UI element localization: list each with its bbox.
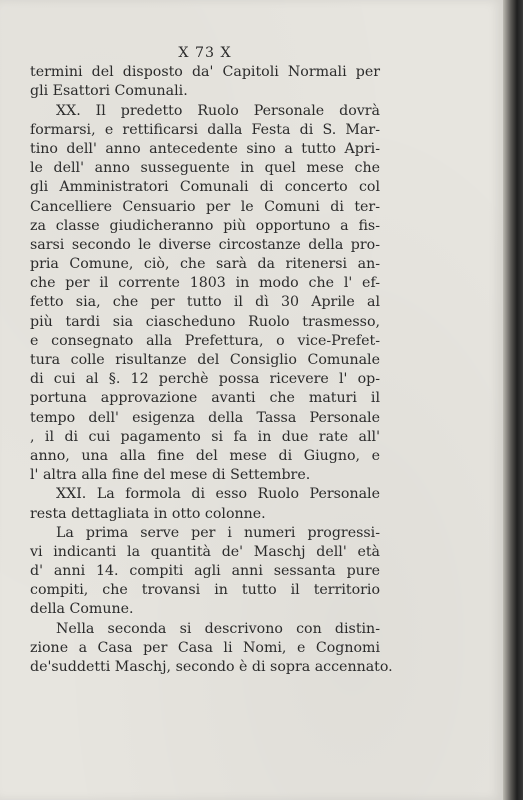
text-line: d' anni 14. compiti agli anni sessanta pure bbox=[30, 563, 380, 580]
page-edge-shadow bbox=[503, 0, 523, 800]
text-line: XXI. La formola di esso Ruolo Personale bbox=[56, 486, 380, 503]
text-line: resta dettagliata in otto colonne. bbox=[30, 505, 266, 522]
text-line: Cancelliere Censuario per le Comuni di ter- bbox=[30, 198, 380, 215]
text-line: Nella seconda si descrivono con distin- bbox=[56, 620, 380, 637]
text-line: vi indicanti la quantità de' Maschj dell' età bbox=[30, 543, 380, 560]
text-line: , il di cui pagamento si fa in due rate all' bbox=[30, 428, 380, 445]
text-line: XX. Il predetto Ruolo Personale dovrà bbox=[56, 102, 380, 119]
text-line: compiti, che trovansi in tutto il territorio bbox=[30, 582, 380, 599]
text-line: anno, una alla fine del mese di Giugno, e bbox=[30, 447, 380, 464]
text-line: fetto sia, che per tutto il dì 30 Aprile al bbox=[30, 294, 380, 311]
text-line: di cui al §. 12 perchè possa ricevere l' op- bbox=[30, 371, 380, 388]
text-line: e consegnato alla Prefettura, o vice-Prefet- bbox=[30, 332, 380, 349]
text-line: l' altra alla fine del mese di Settembre. bbox=[30, 467, 311, 484]
text-line: portuna approvazione avanti che maturi il bbox=[30, 390, 380, 407]
text-line: gli Amministratori Comunali di concerto col bbox=[30, 179, 380, 196]
text-line: za classe giudicheranno più opportuno a fis- bbox=[30, 217, 380, 234]
text-line: gli Esattori Comunali. bbox=[30, 83, 188, 100]
text-line: sarsi secondo le diverse circostanze della pro- bbox=[30, 236, 380, 253]
text-line: La prima serve per i numeri progressi- bbox=[56, 524, 380, 541]
text-line: che per il corrente 1803 in modo che l' ef- bbox=[30, 275, 380, 292]
text-line: de'suddetti Maschj, secondo è di sopra accennato. bbox=[30, 659, 393, 675]
text-line: le dell' anno susseguente in quel mese che bbox=[30, 160, 380, 177]
text-line: tino dell' anno antecedente sino a tutto Apri- bbox=[30, 140, 380, 157]
text-line: della Comune. bbox=[30, 601, 134, 618]
text-line: tura colle risultanze del Consiglio Comunale bbox=[30, 352, 380, 368]
text-line: zione a Casa per Casa li Nomi, e Cognomi bbox=[30, 639, 380, 656]
text-line: più tardi sia ciascheduno Ruolo trasmesso, bbox=[30, 313, 380, 330]
page-text-block bbox=[30, 44, 393, 677]
text-line: formarsi, e rettificarsi dalla Festa di S. Mar- bbox=[30, 121, 380, 138]
page-header: X 73 X bbox=[178, 45, 232, 61]
text-line: termini del disposto da' Capitoli Normali per bbox=[30, 64, 380, 81]
text-line: tempo dell' esigenza della Tassa Personale bbox=[30, 409, 380, 426]
text-line: pria Comune, ciò, che sarà da ritenersi an- bbox=[30, 256, 380, 273]
